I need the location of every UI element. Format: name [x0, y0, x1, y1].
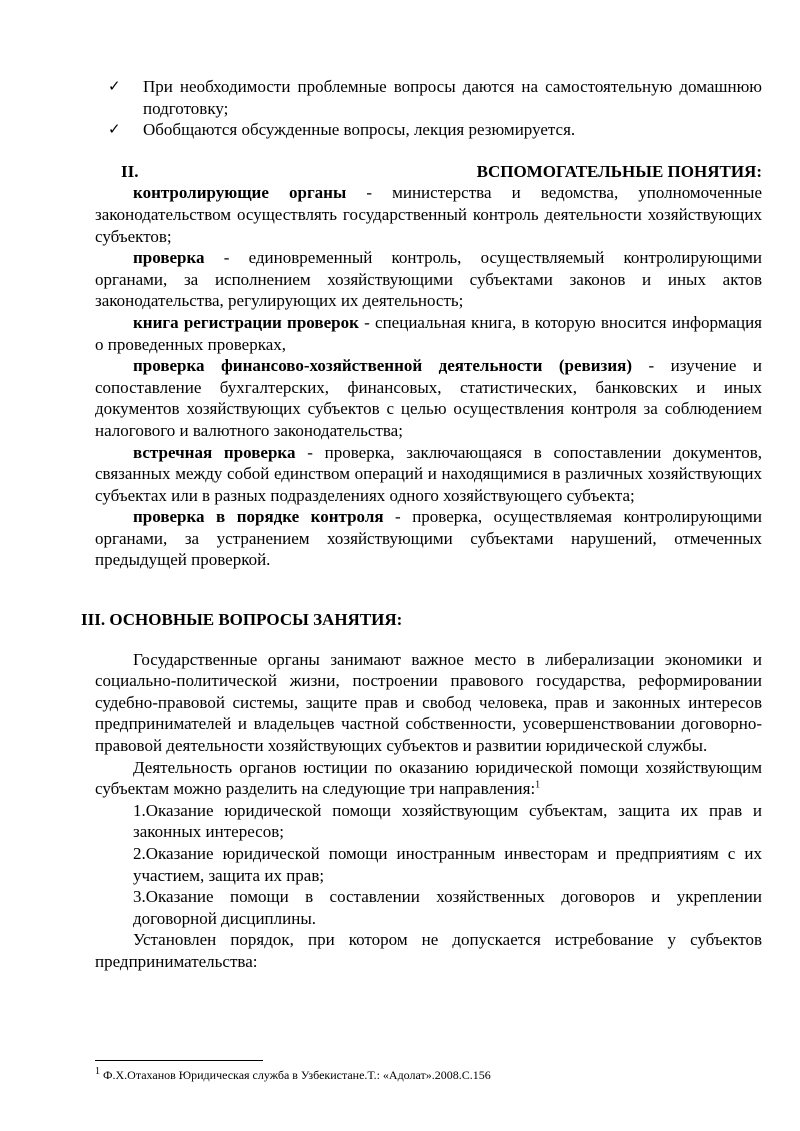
document-page — [81, 76, 763, 973]
definition: проверка финансово-хозяйственной деятельности (ревизия) - изучение и сопоставление бухгалтерских, финансовых, статистических, банковских и иных документов хозяйствующих субъектов с целью осуществления контроля за соблюдением налогового и валютного законодательства; — [95, 356, 762, 440]
footnote-divider — [95, 1060, 263, 1061]
numbered-item: 1.Оказание юридической помощи хозяйствующим субъектам, защита их прав и законных интересов; — [133, 800, 762, 842]
checklist-item: ✓ Обобщаются обсужденные вопросы, лекция резюмируется. — [108, 120, 576, 140]
checkmark-icon: ✓ — [108, 120, 121, 139]
body-paragraph: Деятельность органов юстиции по оказанию юридической помощи хозяйствующим субъектам можно разделить на следующие три направления:$^1$ — [95, 757, 762, 799]
definition: книга регистрации проверок - специальная книга, в которую вносится информация о проведенных проверках, — [95, 312, 763, 354]
numbered-item: 2.Оказание юридической помощи иностранным инвесторам и предприятиям с их участием, защита их прав; — [133, 844, 762, 885]
body-paragraph: Государственные органы занимают важное место в либерализации экономики и социально-политической жизни, построении правового государства, реформировании судебно-правовой системы, защите прав и свобод человека, прав и законных интересов предпринимателей и владельцев частной собственности, усовершенствовании договорно-правовой деятельности хозяйствующих субъектов и развитии юридической службы. — [95, 649, 762, 756]
section-number: II. — [121, 161, 139, 181]
definition: встречная проверка - проверка, заключающаяся в сопоставлении документов, связанных между собой единством операций и находящимися в различных хозяйствующих субъектах или в разных подразделениях одного хозяйствующего субъекта; — [95, 442, 762, 505]
section-heading-3: III. ОСНОВНЫЕ ВОПРОСЫ ЗАНЯТИЯ: — [81, 610, 403, 630]
definition: проверка в порядке контроля - проверка, осуществляемая контролирующими органами, за устранением хозяйствующими субъектами нарушений, отмеченных предыдущей проверкой. — [95, 507, 762, 570]
section-title: ВСПОМОГАТЕЛЬНЫЕ ПОНЯТИЯ: — [476, 161, 762, 181]
footnote-ref: 1 — [535, 779, 541, 791]
footnote: $^1$ Ф.Х.Отаханов Юридическая служба в Узбекистане.Т.: «Адолат».2008.С.156 — [95, 1066, 491, 1082]
definition: проверка - единовременный контроль, осуществляемый контролирующими органами, за исполнением хозяйствующими субъектами законов и иных актов законодательства, регулирующих их деятельность; — [95, 248, 762, 311]
numbered-item: 3.Оказание помощи в составлении хозяйственных договоров и укреплении договорной дисциплины. — [133, 887, 762, 928]
definition: контролирующие органы - министерства и ведомства, уполномоченные законодательством осуществлять государственный контроль деятельности хозяйствующих субъектов; — [95, 183, 762, 246]
checklist-item: ✓ При необходимости проблемные вопросы даются на самостоятельную домашнюю подготовку; — [108, 77, 762, 118]
section-heading-2 — [95, 161, 762, 183]
body-paragraph: Установлен порядок, при котором не допускается истребование у субъектов предпринимательства: — [95, 930, 762, 971]
checkmark-icon: ✓ — [108, 77, 121, 95]
